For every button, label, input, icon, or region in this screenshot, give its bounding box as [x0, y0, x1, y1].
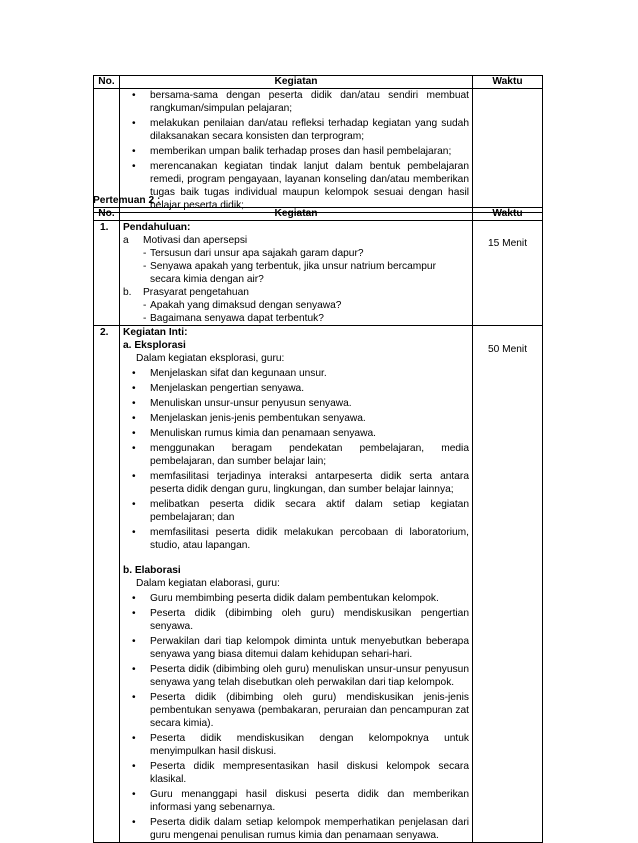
subsection-title: a. Eksplorasi	[123, 340, 186, 351]
table-row	[94, 89, 543, 213]
list-item: • Peserta didik (dibimbing oleh guru) menuliskan unsur-unsur penyusun senyawa yang telah disebutkan oleh perwakilan dari tiap kelompok.	[123, 663, 469, 689]
list-item: • memberikan umpan balik terhadap proses dan hasil pembelajaran;	[123, 145, 469, 158]
list-item: • Menjelaskan jenis-jenis pembentukan senyawa.	[123, 412, 469, 425]
list-item: - Senyawa apakah yang terbentuk, jika unsur natrium bercampur secara kimia dengan air?	[123, 260, 469, 286]
spacer	[123, 554, 469, 564]
list-item: • Peserta didik (dibimbing oleh guru) mendiskusikan pengertian senyawa.	[123, 607, 469, 633]
table-row	[94, 221, 543, 326]
row-number: 1.	[94, 221, 120, 326]
list-item: • bersama-sama dengan peserta didik dan/atau sendiri membuat rangkuman/simpulan pelajaran;	[123, 89, 469, 115]
subsection-intro: Dalam kegiatan elaborasi, guru:	[136, 578, 280, 589]
header-waktu: Waktu	[473, 208, 543, 221]
list-item: • melibatkan peserta didik secara aktif dalam setiap kegiatan pembelajaran; dan	[123, 498, 469, 524]
section-title: Pendahuluan:	[123, 222, 191, 233]
list-item: • memfasilitasi peserta didik melakukan percobaan di laboratorium, studio, atau lapangan.	[123, 526, 469, 552]
list-item: • Perwakilan dari tiap kelompok diminta untuk menyebutkan beberapa senyawa yang biasa ditemui dalam kehidupan sehari-hari.	[123, 635, 469, 661]
table-row	[94, 326, 543, 843]
subsection-marker: b.	[123, 287, 132, 298]
subsection-label: Motivasi dan apersepsi	[143, 235, 248, 246]
row-number: 2.	[94, 326, 120, 843]
duration: 50 Menit	[473, 326, 543, 843]
subsection-title: b. Elaborasi	[123, 565, 181, 576]
list-item: • Guru membimbing peserta didik dalam pembentukan kelompok.	[123, 592, 469, 605]
list-item: • menggunakan beragam pendekatan pembelajaran, media pembelajaran, dan sumber belajar lain;	[123, 442, 469, 468]
list-item: - Apakah yang dimaksud dengan senyawa?	[123, 299, 469, 312]
list-item: - Bagaimana senyawa dapat terbentuk?	[123, 312, 469, 325]
header-no: No.	[94, 208, 120, 221]
list-item: • Peserta didik (dibimbing oleh guru) mendiskusikan jenis-jenis pembentukan senyawa (pembakaran, peruraian dan pencampuran zat secara kimia).	[123, 691, 469, 730]
list-item: • Guru menanggapi hasil diskusi peserta didik dan memberikan informasi yang sebenarnya.	[123, 788, 469, 814]
section-title: Kegiatan Inti:	[123, 327, 188, 338]
duration: 15 Menit	[473, 221, 543, 326]
list-item: • Peserta didik dalam setiap kelompok memperhatikan penjelasan dari guru mengenai penulisan rumus kimia dan penamaan senyawa.	[123, 816, 469, 842]
cell-waktu	[473, 89, 543, 213]
list-item: • Menuliskan rumus kimia dan penamaan senyawa.	[123, 427, 469, 440]
question-list	[123, 299, 469, 325]
list-item: • memfasilitasi terjadinya interaksi antarpeserta didik serta antara peserta didik dengan guru, lingkungan, dan sumber belajar lainnya;	[123, 470, 469, 496]
closing-activity-list	[123, 89, 469, 212]
list-item: - Tersusun dari unsur apa sajakah garam dapur?	[123, 247, 469, 260]
list-item: • Menuliskan unsur-unsur penyusun senyawa.	[123, 397, 469, 410]
subsection-heading	[123, 234, 469, 247]
header-kegiatan: Kegiatan	[120, 76, 473, 89]
activity-table-continued	[93, 75, 543, 213]
meeting-label: Pertemuan 2 :	[93, 195, 161, 206]
elaborasi-list	[123, 592, 469, 842]
eksplorasi-list	[123, 367, 469, 552]
subsection-intro: Dalam kegiatan eksplorasi, guru:	[136, 353, 285, 364]
table-header-row	[94, 76, 543, 89]
cell-kegiatan	[120, 326, 473, 843]
list-item: • merencanakan kegiatan tindak lanjut dalam bentuk pembelajaran remedi, program pengayaan, layanan konseling dan/atau memberikan tugas baik tugas individual maupun kelompok sesuai dengan hasil belajar peserta didik;	[123, 160, 469, 212]
header-kegiatan: Kegiatan	[120, 208, 473, 221]
subsection-heading	[123, 286, 469, 299]
header-waktu: Waktu	[473, 76, 543, 89]
cell-kegiatan	[120, 89, 473, 213]
cell-kegiatan	[120, 221, 473, 326]
list-item: • Peserta didik mempresentasikan hasil diskusi kelompok secara klasikal.	[123, 760, 469, 786]
list-item: • Menjelaskan sifat dan kegunaan unsur.	[123, 367, 469, 380]
header-no: No.	[94, 76, 120, 89]
list-item: • melakukan penilaian dan/atau refleksi terhadap kegiatan yang sudah dilaksanakan secara konsisten dan terprogram;	[123, 117, 469, 143]
cell-no	[94, 89, 120, 213]
question-list	[123, 247, 469, 286]
activity-table	[93, 207, 543, 843]
list-item: • Peserta didik mendiskusikan dengan kelompoknya untuk menyimpulkan hasil diskusi.	[123, 732, 469, 758]
table-header-row	[94, 208, 543, 221]
subsection-label: Prasyarat pengetahuan	[143, 287, 249, 298]
subsection-marker: a	[123, 235, 129, 246]
list-item: • Menjelaskan pengertian senyawa.	[123, 382, 469, 395]
